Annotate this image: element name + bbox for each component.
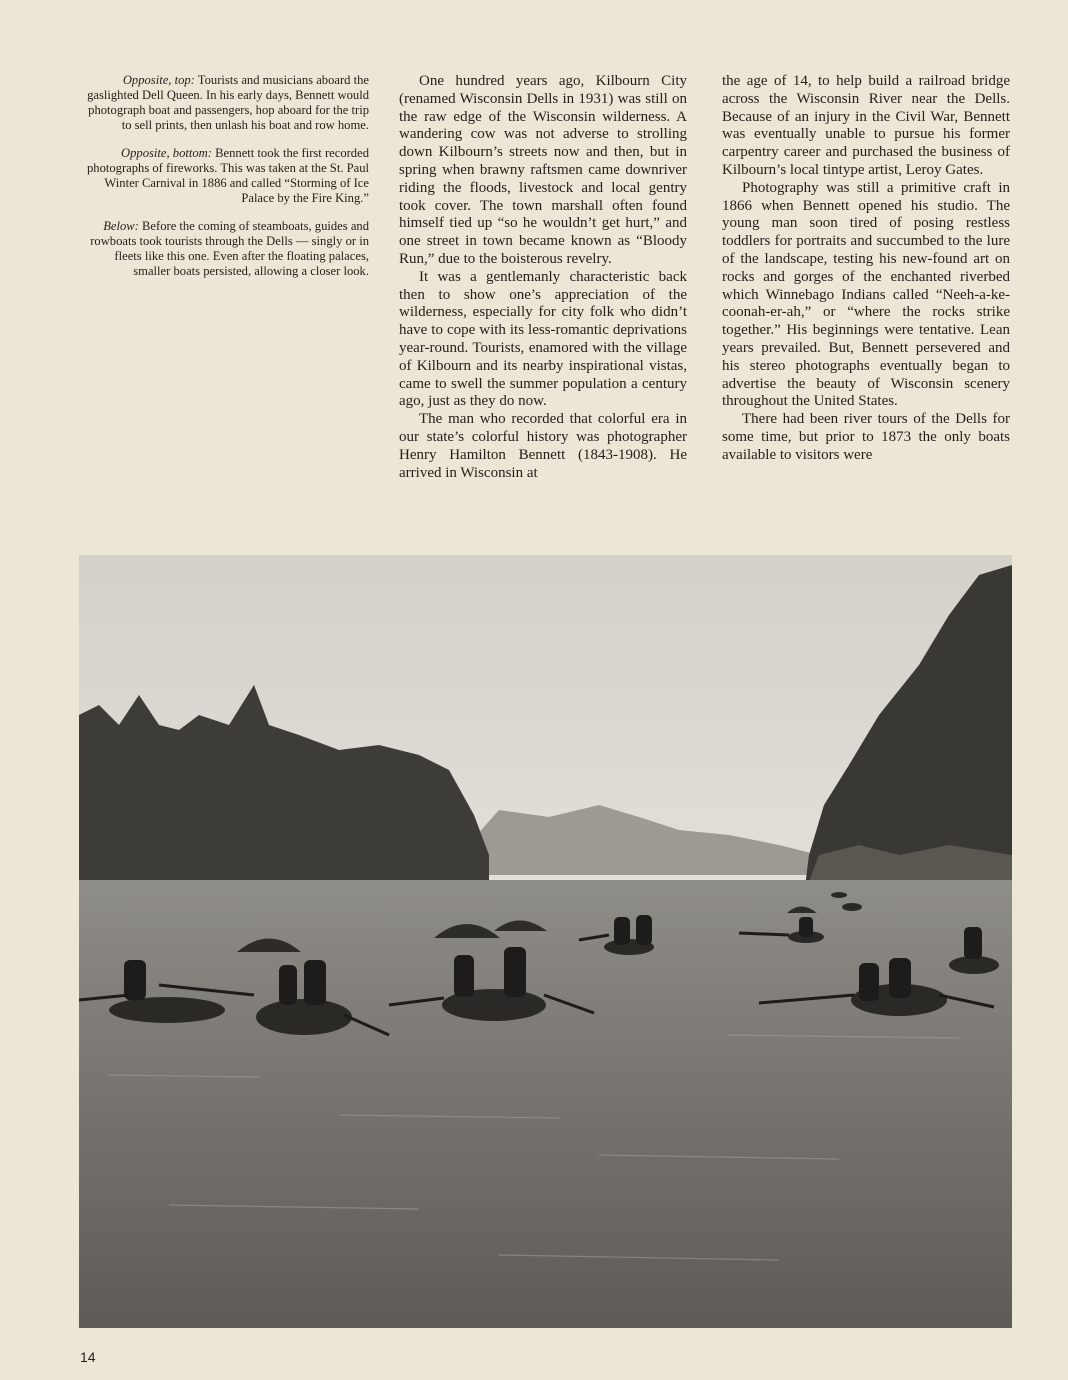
caption-opposite-top <box>84 73 369 133</box>
caption-lead: Opposite, bottom: <box>121 146 212 160</box>
caption-opposite-bottom <box>84 146 369 206</box>
paragraph: Photography was still a primitive craft in 1866 when Bennett opened his studio. The young man soon tired of posing restless toddlers for portraits and succumbed to the lure of the landscape, testing his new-found art on rocks and gorges of the enchanted riverbed which Winnebago Indians called “Neeh-a-ke-coonah-er-ah,” or “where the rocks strike together.” His beginnings were tentative. Lean years prevailed. But, Bennett persevered and his stereo photographs eventually began to advertise the beauty of Wisconsin scenery throughout the United States. <box>722 179 1010 410</box>
caption-text: Before the coming of steamboats, guides and rowboats took tourists through the Dells — singly or in fleets like this one. Even after the floating palaces, smaller boats persisted, allowing a closer look. <box>90 219 369 278</box>
caption-text: Tourists and musicians aboard the gaslighted Dell Queen. In his early days, Bennett would photograph boat and passengers, hop aboard for the trip to sell prints, then unlash his boat and row home. <box>87 73 369 132</box>
rowboats-photo-illustration <box>79 555 1012 1328</box>
article-column-1 <box>399 73 687 543</box>
paragraph: The man who recorded that colorful era in our state’s colorful history was photographer Henry Hamilton Bennett (1843-1908). He arrived in Wisconsin at <box>399 411 687 481</box>
caption-below <box>84 219 369 279</box>
page-number: 14 <box>80 1349 96 1365</box>
caption-text: Bennett took the first recorded photographs of fireworks. This was taken at the St. Paul Winter Carnival in 1886 and called “Storming of Ice Palace by the Fire King.” <box>86 146 369 205</box>
article-column-2 <box>722 73 1010 543</box>
photo-captions <box>84 73 369 292</box>
paragraph: It was a gentlemanly characteristic back then to show one’s appreciation of the wilderness, especially for city folk who didn’t have to cope with its less-romantic deprivations year-round. Tourists, enamored with the village of Kilbourn and its nearby inspirational vistas, came to swell the summer population a century ago, just as they do now. <box>399 268 687 410</box>
river <box>79 880 1012 1328</box>
paragraph: the age of 14, to help build a railroad bridge across the Wisconsin River near the Dells. Because of an injury in the Civil War, Bennett was eventually unable to pursue his former carpentry career and purchased the business of Kilbourn’s local tintype artist, Leroy Gates. <box>722 73 1010 178</box>
caption-lead: Opposite, top: <box>122 73 195 87</box>
caption-lead: Below: <box>103 219 139 233</box>
paragraph: One hundred years ago, Kilbourn City (renamed Wisconsin Dells in 1931) was still on the raw edge of the Wisconsin wilderness. A wandering cow was not adverse to strolling down Kilbourn’s streets now and then, but in spring when brawny raftsmen came downriver riding the floods, livestock and local gentry took cover. The town marshall often found himself tied up “so he wouldn’t get hurt,” and one street in town became known as “Bloody Run,” due to the boisterous revelry. <box>399 73 687 267</box>
rowboats-photograph <box>79 555 1012 1328</box>
paragraph: There had been river tours of the Dells for some time, but prior to 1873 the only boats available to visitors were <box>722 411 1010 463</box>
